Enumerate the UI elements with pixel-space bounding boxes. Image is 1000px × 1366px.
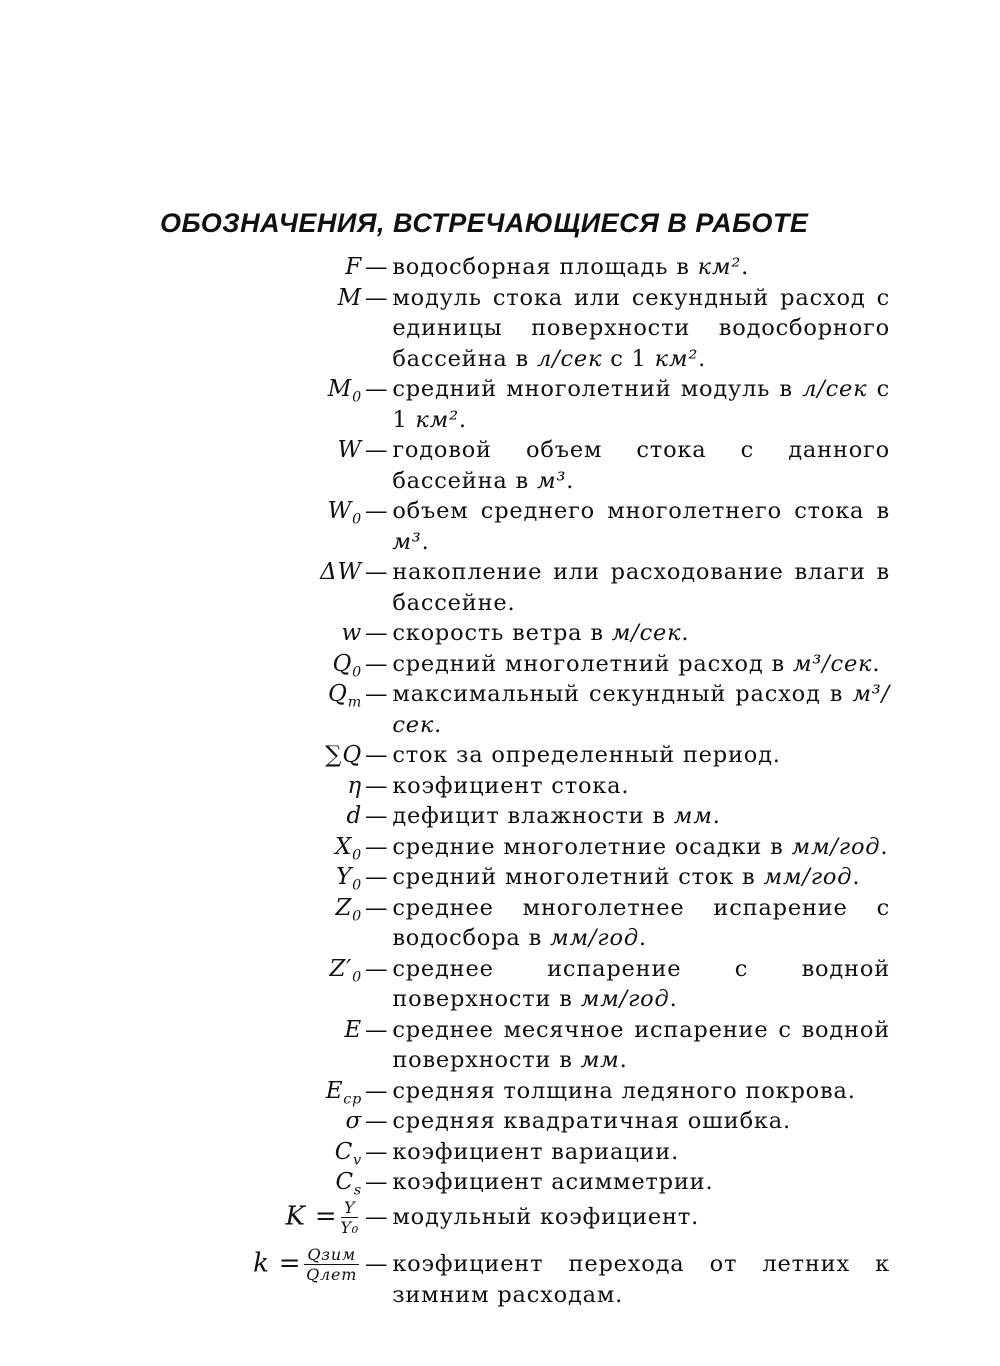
notation-symbol: $C_v$ [334, 1138, 362, 1169]
notation-symbol: W [337, 437, 362, 463]
notation-symbol: $E_{ср}$ [325, 1077, 362, 1108]
notation-definition: коэфициент вариации. [392, 1138, 680, 1165]
notation-entry: $Z'_0$ — среднее испарение с водной поверхности в мм/год. [222, 954, 890, 1015]
notation-list [222, 252, 890, 1310]
formula-entry: k = $\frac{\text{Qзим}}{\text{Qлет}}$ — коэфициент перехода от летних к зимним расходам. [222, 1245, 890, 1311]
notation-definition: средняя толщина ледяного покрова. [392, 1077, 856, 1104]
notation-entry: $Y_0$ — средний многолетний сток в мм/год. [222, 862, 890, 893]
notation-definition: дефицит влажности в мм. [392, 803, 721, 829]
formula-lhs: K = $\frac{Y}{\text{Y₀}}$ [285, 1197, 359, 1237]
page-title: ОБОЗНАЧЕНИЯ, ВСТРЕЧАЮЩИЕСЯ В РАБОТЕ [160, 208, 809, 238]
notation-definition: средний многолетний расход в м³/сек. [392, 650, 881, 677]
notation-entry: w — скорость ветра в м/сек. [222, 618, 890, 649]
notation-definition: коэфициент асимметрии. [392, 1169, 714, 1195]
notation-symbol: $Z_0$ [335, 894, 362, 925]
notation-symbol: ΔW [320, 559, 362, 585]
notation-symbol: η [347, 772, 362, 799]
formula-entry: K = $\frac{Y}{\text{Y₀}}$ — модульный коэфициент. [222, 1198, 890, 1237]
notation-definition: водосборная площадь в км². [392, 254, 750, 280]
notation-definition: максимальный секундный расход в м³/сек. [392, 681, 890, 738]
notation-entry: M — модуль стока или секундный расход с единицы поверхности водосборного бассейна в л/сек с 1 км². [222, 283, 890, 375]
notation-definition: сток за определенный период. [392, 742, 781, 768]
notation-symbol: ∑Q [325, 742, 362, 768]
notation-entry: σ — средняя квадратичная ошибка. [222, 1106, 890, 1137]
notation-symbol: $M_0$ [327, 376, 362, 406]
notation-entry: $Z_0$ — среднее многолетнее испарение с водосбора в мм/год. [222, 893, 890, 954]
notation-definition: средний многолетний сток в мм/год. [392, 864, 861, 890]
fraction: $\frac{\text{Qзим}}{\text{Qлет}}$ [306, 1244, 358, 1284]
notation-entry: $E_{ср}$ — средняя толщина ледяного покрова. [222, 1076, 890, 1107]
notation-definition: коэфициент стока. [392, 772, 630, 799]
notation-definition: коэфициент перехода от летних к зимним расходам. [392, 1251, 890, 1308]
notation-entry: $X_0$ — средние многолетние осадки в мм/год. [222, 832, 890, 863]
notation-definition: средняя квадратичная ошибка. [392, 1108, 791, 1134]
notation-entry: $W_0$ — объем среднего многолетнего стока в м³. [222, 496, 890, 557]
notation-definition: средние многолетние осадки в мм/год. [392, 833, 889, 860]
notation-symbol: M [337, 284, 362, 311]
notation-symbol: w [341, 620, 362, 646]
notation-entry: $Q_m$ — максимальный секундный расход в м³/сек. [222, 679, 890, 740]
notation-symbol: F [345, 254, 362, 280]
notation-definition: среднее испарение с водной поверхности в мм/год. [392, 955, 890, 1012]
notation-definition: накопление или расходование влаги в бассейне. [392, 559, 890, 616]
notation-definition: скорость ветра в м/сек. [392, 620, 690, 646]
notation-definition: среднее многолетнее испарение с водосбора в мм/год. [392, 894, 890, 951]
notation-definition: средний многолетний модуль в л/сек с 1 км². [392, 376, 891, 433]
notation-entry: E — среднее месячное испарение с водной поверхности в мм. [222, 1015, 890, 1076]
notation-symbol: $W_0$ [327, 498, 362, 528]
notation-entry: η — коэфициент стока. [222, 771, 890, 802]
formula-lhs: k = $\frac{\text{Qзим}}{\text{Qлет}}$ [253, 1244, 358, 1284]
notation-entry: ∑Q — сток за определенный период. [222, 740, 890, 771]
notation-entry: F — водосборная площадь в км². [222, 252, 890, 283]
notation-entry: $Q_0$ — средний многолетний расход в м³/сек. [222, 649, 890, 680]
notation-definition: модульный коэфициент. [392, 1204, 700, 1230]
notation-entry: ΔW — накопление или расходование влаги в бассейне. [222, 557, 890, 618]
notation-definition: среднее месячное испарение с водной поверхности в мм. [392, 1016, 890, 1073]
fraction: $\frac{Y}{\text{Y₀}}$ [340, 1197, 359, 1237]
notation-definition: объем среднего многолетнего стока в м³. [392, 498, 890, 555]
notation-entry: d — дефицит влажности в мм. [222, 801, 890, 832]
notation-entry: $M_0$ — средний многолетний модуль в л/сек с 1 км². [222, 374, 890, 435]
notation-entry: $C_v$ — коэфициент вариации. [222, 1137, 890, 1168]
notation-symbol: $C_s$ [335, 1169, 362, 1199]
notation-symbol: $Z'_0$ [329, 955, 362, 986]
notation-entry: W — годовой объем стока с данного бассейна в м³. [222, 435, 890, 496]
notation-symbol: $Y_0$ [336, 864, 362, 894]
notation-symbol: $Q_m$ [328, 681, 362, 711]
notation-symbol: E [344, 1016, 362, 1043]
notation-symbol: σ [345, 1108, 362, 1134]
notation-symbol: d [346, 803, 362, 829]
notation-symbol: $Q_0$ [332, 650, 362, 681]
notation-symbol: $X_0$ [334, 833, 362, 864]
notation-definition: годовой объем стока с данного бассейна в м³. [392, 437, 890, 494]
notation-definition: модуль стока или секундный расход с единицы поверхности водосборного бассейна в л/сек с 1 км². [392, 284, 890, 372]
notation-entry: $C_s$ — коэфициент асимметрии. [222, 1167, 890, 1198]
